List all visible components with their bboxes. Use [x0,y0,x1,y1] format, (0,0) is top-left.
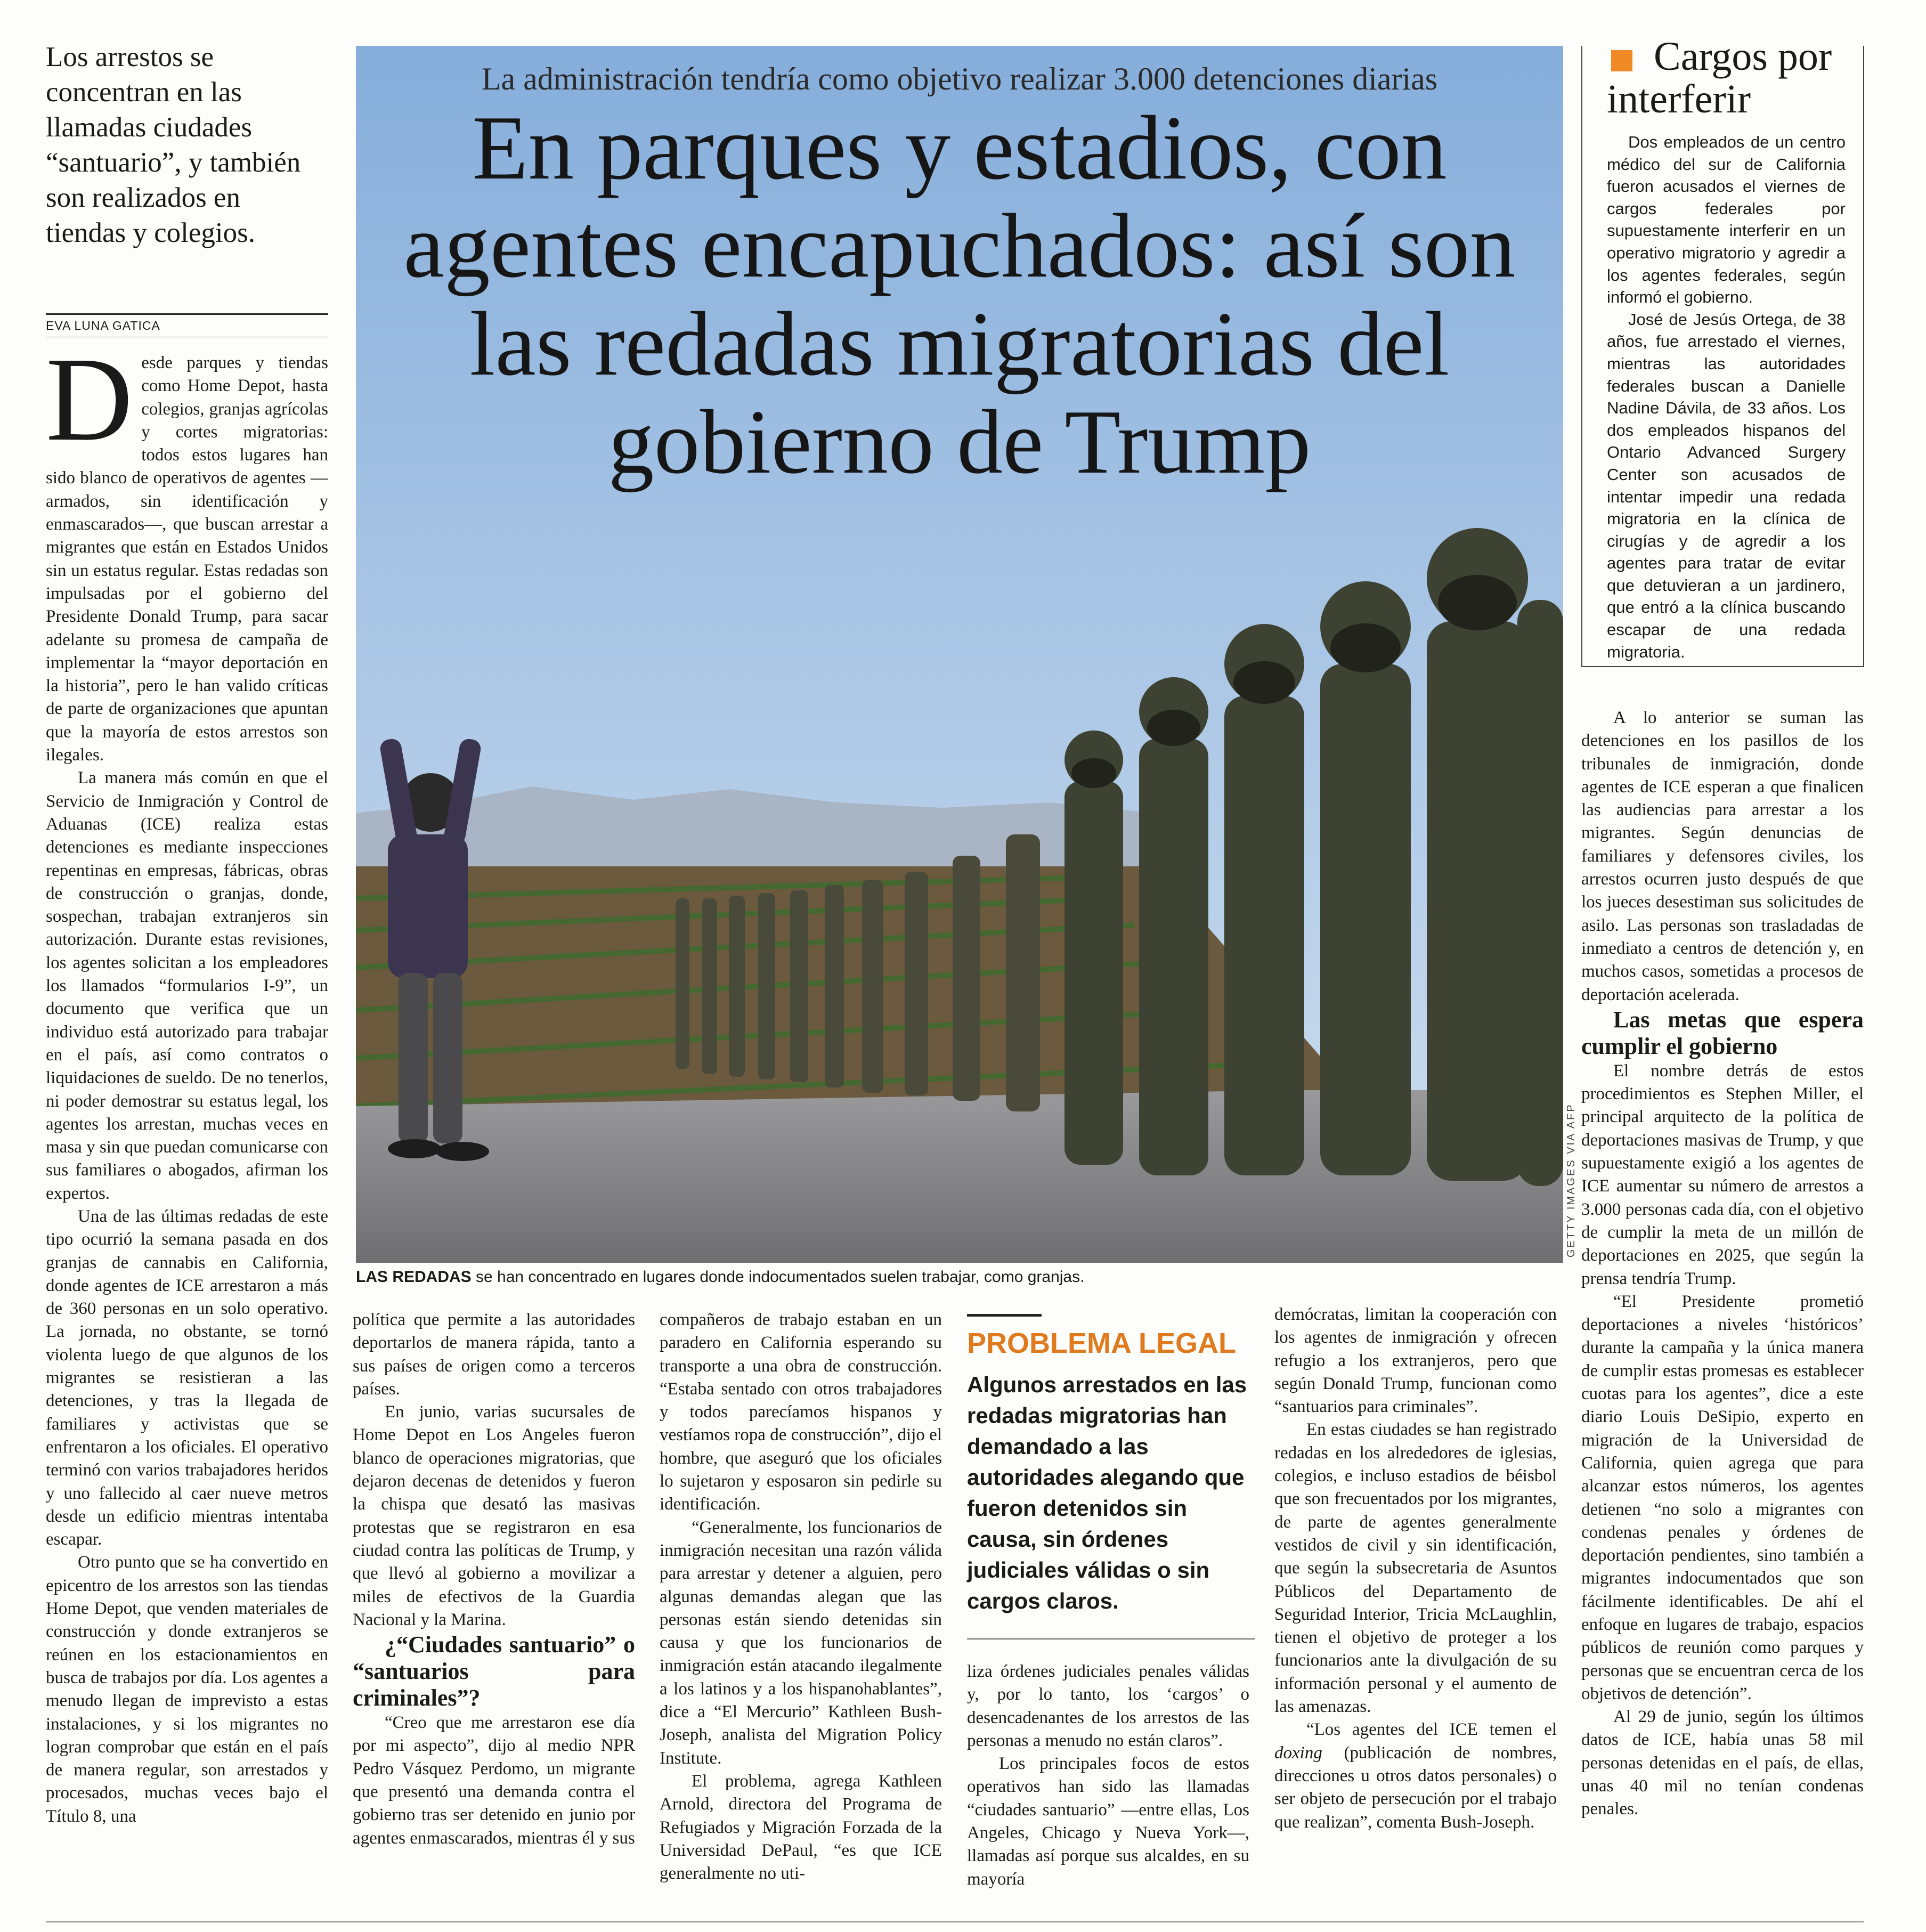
photo-credit: GETTY IMAGES VIA AFP [1565,1103,1577,1257]
sidebar-title: Cargos por interferir [1607,34,1832,121]
col5-paragraph: “Los agentes del ICE temen el doxing (publicación de nombres, direcciones u otros datos personales) o ser objeto de persecución por el trabajo que realizan”, comenta Bush-Joseph. [1274,1720,1557,1832]
byline: EVA LUNA GATICA [46,319,160,332]
col3-paragraph: “Generalmente, los funcionarios de inmigración necesitan una razón válida para arrestar y detener a alguien, pero algunas demandas alegan que las personas están siendo detenidas sin causa y que los funcionarios de inmigración están atacando ilegalmente a los latinos y a los hispanohablantes”, dice a “El Mercurio” Kathleen Bush-Joseph, analista del Migration Policy Institute. [660,1517,942,1768]
pull-quote-rule [967,1638,1255,1639]
deck: Los arrestos se concentran en las llamadas ciudades “santuario”, y también son realizados en tiendas y colegios. [46,42,301,248]
kicker: La administración tendría como objetivo realizar 3.000 detenciones diarias [481,61,1438,96]
col4-paragraph: Los principales focos de estos operativos han sido las llamadas “ciudades santuario” —entre ellas, Los Angeles, Chicago y Nueva York—, llamadas así porque sus alcaldes, en su mayoría [967,1754,1249,1889]
col2-subhead: ¿“Ciudades santuario” o “santuarios para criminales”? [353,1631,635,1711]
col1-paragraph: Una de las últimas redadas de este tipo ocurrió la semana pasada en dos granjas de cannabis en California, donde agentes de ICE arrestaron a más de 360 personas en un solo operativo. La jornada, no obstante, se tornó violenta luego de que algunos de los migrantes se resistieran a las detenciones, y tras la llegada de familiares y activistas que se enfrentaron a los oficiales. El operativo terminó con varios trabajadores heridos y uno fallecido al caer nueve metros desde un edificio mientras intentaba escapar. [46,1206,328,1549]
col2-paragraph: En junio, varias sucursales de Home Depot en Los Angeles fueron blanco de operaciones migratorias, que dejaron decenas de detenidos y fueron la chispa que desató las masivas protestas que se registraron en esa ciudad contra las políticas de Trump, y que llevó al gobierno a movilizar a miles de efectivos de la Guardia Nacional y la Marina. [353,1402,635,1629]
sidebar-body [1607,131,1846,663]
headline: En parques y estadios, con agentes encapuchados: así son las redadas migratorias del gobierno de Trump [403,98,1516,493]
col1-paragraph: Otro punto que se ha convertido en epicentro de los arrestos son las tiendas Home Depot, que venden materiales de construcción y donde extranjeros se reúnen en los estacionamientos en busca de trabajos por día. Los agentes a menudo llegan de imprevisto a estas instalaciones, y si los migrantes no logran comprobar que están en el país de manera regular, son arrestados y procesados, muchas veces bajo el Título 8, una [46,1553,328,1826]
footer-rule [46,1921,1864,1922]
sidebar-left-rule [1581,46,1582,667]
sidebar-bottom-rule [1581,666,1864,667]
col1-paragraph: esde parques y tiendas como Home Depot, hasta colegios, granjas agrícolas y cortes migratorias: todos estos lugares han sido blanco de operativos de agentes —armados, sin identificación y enmascarados—, que buscan arrestar a migrantes que están en Estados Unidos sin un estatus regular. Estas redadas son impulsadas por el gobierno del Presidente Donald Trump, para sacar adelante su promesa de campaña de implementar la “mayor deportación en la historia”, pero le han valido críticas de parte de organizaciones que apuntan que la mayoría de estos arrestos son ilegales. [46,353,328,765]
column-4 [967,1660,1249,1916]
col2-paragraph: política que permite a las autoridades deportarlos de manera rápida, tanto a sus países de origen como a terceros países. [353,1310,635,1399]
column-1 [46,352,328,1907]
section-label: PROBLEMA LEGAL [967,1327,1236,1359]
col6-paragraph: “El Presidente prometió deportaciones a niveles ‘históricos’ durante la campaña y la única manera de cumplir estas promesas es establecer cuotas para los agentes”, dice a este diario Louis DeSipio, experto en migración de la Universidad de California, quien agrega que para alcanzar estos números, los agentes detienen “no solo a migrantes con condenas penales y órdenes de deportación pendientes, sino también a migrantes indocumentados que son fácilmente identificables. De ahí el enfoque en lugares de trabajo, espacios públicos de reunión como parques y personas que se encuentran cerca de los objetivos de detención”. [1581,1292,1864,1703]
photo-caption [356,1268,1084,1286]
pull-quote: Algunos arrestados en las redadas migratorias han demandado a las autoridades alegando que fueron detenidos sin causa, sin órdenes judiciales válidas o sin cargos claros. [967,1372,1247,1613]
doxing-term: doxing [1274,1743,1322,1763]
sidebar-right-rule [1863,46,1864,667]
col6-subhead: Las metas que espera cumplir el gobierno [1581,1006,1864,1059]
col5-paragraph: demócratas, limitan la cooperación con los agentes de inmigración y ofrecen refugio a los extranjeros, pero que según Donald Trump, funcionan como “santuarios para criminales”. [1274,1305,1557,1417]
col6-paragraph: Al 29 de junio, según los últimos datos de ICE, había unas 58 mil personas detenidas en el país, de ellas, unas 40 mil no tenían condenas penales. [1581,1707,1864,1819]
column-6 [1581,707,1864,1916]
column-2 [353,1309,635,1921]
column-3 [660,1309,942,1921]
col5-paragraph: En estas ciudades se han registrado redadas en los alrededores de iglesias, colegios, e incluso estadios de béisbol que son frecuentados por los migrantes, de parte de agentes generalmente vestidos de civil y sin identificación, que según la subsecretaria de Asuntos Públicos del Departamento de Seguridad Interior, Tricia McLaughlin, tienen el objetivo de proteger a los funcionarios ante la divulgación de su información personal y el aumento de las amenazas. [1274,1420,1557,1717]
drop-cap: D [46,352,133,466]
column-5 [1274,1303,1557,1916]
deck-rule [46,313,328,315]
col6-paragraph: El nombre detrás de estos procedimientos es Stephen Miller, el principal arquitecto de la política de deportaciones masivas de Trump, y que supuestamente exigió a los agentes de ICE aumentar su número de arrestos a 3.000 personas cada día, con el objetivo de cumplir la meta de un millón de deportaciones en 2025, que según la prensa tendría Trump. [1581,1061,1864,1288]
label-rule [967,1314,1042,1317]
col3-paragraph: compañeros de trabajo estaban en un paradero en California esperando su transporte a una obra de construcción. “Estaba sentado con otros trabajadores y todos parecíamos hispanos y vestíamos ropa de construcción”, dijo el hombre, que aseguró que los oficiales lo sujetaron y esposaron sin pedirle su identificación. [660,1310,942,1514]
col3-paragraph: El problema, agrega Kathleen Arnold, directora del Programa de Refugiados y Migración Forzada de la Universidad DePaul, “es que ICE generalmente no uti- [660,1771,942,1884]
col6-paragraph: A lo anterior se suman las detenciones en los pasillos de los tribunales de inmigración, donde agentes de ICE esperan a que finalicen las audiencias para arrestar a los migrantes. Según denuncias de familiares y defensores civiles, los arrestos ocurren justo después de que los jueces desestiman sus solicitudes de asilo. Las personas son trasladadas de inmediato a centros de detención y, en muchos casos, sometidas a procesos de deportación acelerada. [1581,708,1864,1004]
caption-text: se han concentrado en lugares donde indocumentados suelen trabajar, como granjas. [471,1268,1085,1286]
sidebar-paragraph: José de Jesús Ortega, de 38 años, fue arrestado el viernes, mientras las autoridades federales buscan a Danielle Nadine Dávila, de 33 años. Los dos empleados hispanos del Ontario Advanced Surgery Center son acusados de intentar impedir una redada migratoria en la clínica de cirugías y de agredir a los agentes para tratar de evitar que detuvieran a un jardinero, que entró a la clínica buscando escapar de una redada migratoria. [1607,310,1846,661]
sidebar-paragraph: Dos empleados de un centro médico del sur de California fueron acusados el viernes de cargos federales por supuestamente interferir en un operativo migratorio y agredir a los agentes federales, según informó el gobierno. [1607,133,1846,307]
col4-paragraph: liza órdenes judiciales penales válidas y, por lo tanto, los ‘cargos’ o desencadenantes de los arrestos de las personas a menudo no están claros”. [967,1662,1249,1750]
col2-paragraph: “Creo que me arrestaron ese día por mi aspecto”, dijo al medio NPR Pedro Vásquez Perdomo, un migrante que presentó una demanda contra el gobierno tras ser detenido en junio por agentes enmascarados, mientras él y sus [353,1713,635,1848]
col1-paragraph: La manera más común en que el Servicio de Inmigración y Control de Aduanas (ICE) realiza estas detenciones es mediante inspecciones repentinas en empresas, fábricas, obras de construcción o granjas, donde, sospechan, trabajan extranjeros sin autorización. Durante estas revisiones, los agentes solicitan a los empleadores los llamados “formularios I-9”, un documento que verifica que un individuo está autorizado para trabajar en el país, así como contratos o liquidaciones de sueldo. De no tenerlos, ni poder demostrar su estatus legal, los agentes los arrestan, muchas veces en masa y sin que puedan comunicarse con sus familiares o abogados, afirman los expertos. [46,768,328,1203]
caption-lead: LAS REDADAS [356,1268,472,1286]
lead-photo [356,46,1563,1263]
